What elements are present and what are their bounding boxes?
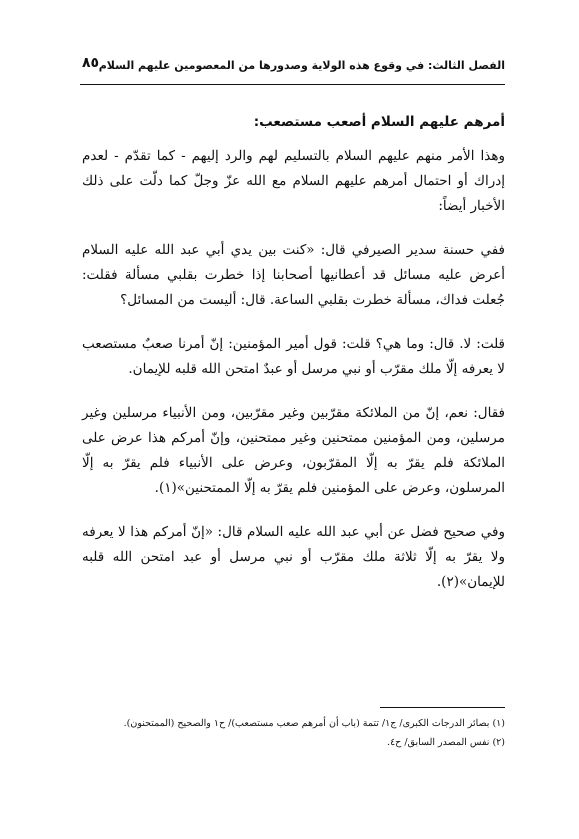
paragraph-question: قلت: لا. قال: وما هي؟ قلت: قول أمير المؤمنين: إنّ أمرنا صعبٌ مستصعب لا يعرفه إلّا ملك مقرّب أو نبي مرسل أو عبدٌ امتحن الله قلبه للإيمان. bbox=[82, 336, 505, 377]
section-heading: أمرهم عليهم السلام أصعب مستصعب: bbox=[253, 114, 505, 130]
running-header bbox=[82, 55, 505, 83]
footnote-divider bbox=[380, 707, 505, 708]
footnotes bbox=[82, 714, 505, 752]
footnote-1: (١) بصائر الدرجات الكبرى/ ج١/ تتمة (باب أن أمرهم صعب مستصعب)/ ح١ والصحيح (الممتحنون). bbox=[123, 718, 505, 729]
paragraph-answer: فقال: نعم، إنّ من الملائكة مقرّبين وغير مقرّبين، ومن الأنبياء مرسلين وغير مرسلين، ومن المؤمنين ممتحنين وغير ممتحنين، وإنّ أمركم هذا عرض على الملائكة فلم يقرّ به إلّا المقرّبون، وعرض على الأنبياء فلم يقرّ به إلّا المرسلون، وعرض على المؤمنين فلم يقرّ به إلّا الممتحنين»(١). bbox=[82, 405, 505, 496]
page-body bbox=[82, 114, 505, 614]
paragraph-sadir-narration: ففي حسنة سدير الصيرفي قال: «كنت بين يدي أبي عبد الله عليه السلام أعرض عليه مسائل قد أعطانيها أصحابنا إذا خطرت بقلبي مسألة فقلت: جُعلت فداك، مسألة خطرت بقلبي الساعة. قال: أليست من المسائل؟ bbox=[82, 242, 505, 308]
paragraph-fadl-narration: وفي صحيح فضل عن أبي عبد الله عليه السلام قال: «إنّ أمركم هذا لا يعرفه ولا يقرّ به إلّا ثلاثة ملك مقرّب أو نبي مرسل أو عبد امتحن الله قلبه للإيمان»(٢). bbox=[82, 524, 505, 590]
footnote-2: (٢) نفس المصدر السابق/ ح٤. bbox=[387, 737, 505, 748]
header-divider bbox=[80, 84, 505, 85]
paragraph-intro: وهذا الأمر منهم عليهم السلام بالتسليم لهم والرد إليهم - كما تقدّم - لعدم إدراك أو احتمال أمرهم عليهم السلام مع الله عزّ وجلّ كما دلّت على ذلك الأخبار أيضاً: bbox=[82, 148, 505, 214]
page-number: ٨٥ bbox=[82, 55, 100, 71]
chapter-title: الفصل الثالث: في وقوع هذه الولاية وصدورها من المعصومين عليهم السلام bbox=[98, 59, 505, 72]
